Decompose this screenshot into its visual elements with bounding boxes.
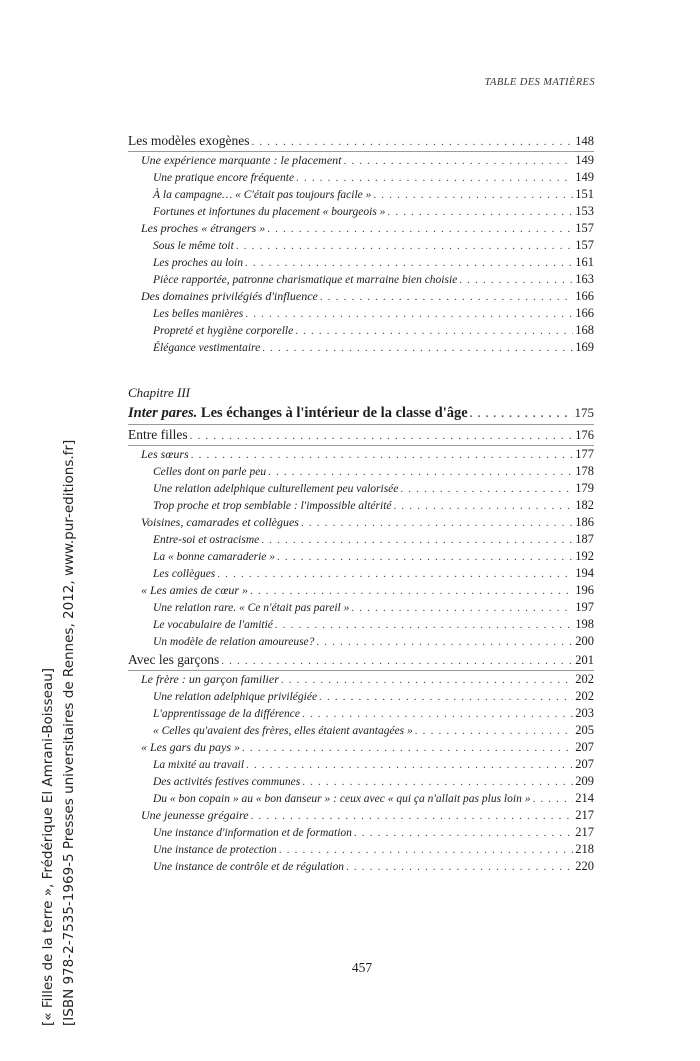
toc-entry-level-1[interactable] <box>128 131 594 152</box>
toc-entry-level-3[interactable] <box>128 254 594 271</box>
toc-entry-label: L'apprentissage de la différence <box>153 708 300 720</box>
toc-entry-page: 148 <box>575 134 594 148</box>
leader-dots <box>459 272 573 289</box>
leader-dots <box>346 859 573 876</box>
toc-entry-level-3[interactable] <box>128 841 594 858</box>
toc-entry-level-2[interactable] <box>128 220 594 237</box>
leader-dots <box>245 306 573 323</box>
toc-entry-label: Des activités festives communes <box>153 776 301 788</box>
leader-dots <box>400 481 573 498</box>
toc-entry-level-3[interactable] <box>128 633 594 650</box>
toc-entry-label: Une relation adelphique culturellement peu valorisée <box>153 483 399 495</box>
toc-entry-label: Une instance de contrôle et de régulation <box>153 861 344 873</box>
toc-entry-page: 203 <box>575 706 594 720</box>
leader-dots <box>387 204 573 221</box>
toc-entry-level-3[interactable] <box>128 531 594 548</box>
toc-entry-label: Celles dont on parle peu <box>153 466 267 478</box>
toc-entry-label: Entre filles <box>128 427 188 442</box>
page-number: 457 <box>351 960 373 975</box>
toc-entry-page: 149 <box>575 170 594 184</box>
toc-entry-page: 163 <box>575 272 594 286</box>
toc-entry-page: 157 <box>575 221 594 235</box>
toc-entry-level-2[interactable] <box>128 807 594 824</box>
toc-entry-page: 187 <box>575 532 594 546</box>
toc-entry-level-3[interactable] <box>128 599 594 616</box>
toc-entry-label: Élégance vestimentaire <box>153 342 261 354</box>
toc-entry-level-2[interactable] <box>128 446 594 463</box>
leader-dots <box>251 808 574 825</box>
chapter-page: 175 <box>574 405 594 420</box>
toc-entry-level-3[interactable] <box>128 824 594 841</box>
toc-entry-page: 161 <box>575 255 594 269</box>
toc-entry-page: 202 <box>575 689 594 703</box>
toc-entry-label: « Celles qu'avaient des frères, elles étaient avantagées » <box>153 725 413 737</box>
toc-entry-level-3[interactable] <box>128 688 594 705</box>
toc-entry-page: 201 <box>575 653 594 667</box>
toc-entry-level-3[interactable] <box>128 169 594 186</box>
toc-entry-level-2[interactable] <box>128 671 594 688</box>
leader-dots <box>415 723 573 740</box>
leader-dots <box>242 740 573 757</box>
leader-dots <box>251 132 573 152</box>
leader-dots <box>191 447 574 464</box>
toc-entry-label: Pièce rapportée, patronne charismatique et marraine bien choisie <box>153 274 458 286</box>
leader-dots <box>532 791 573 808</box>
toc-entry-page: 169 <box>575 340 594 354</box>
toc-entry-level-3[interactable] <box>128 339 594 356</box>
toc-entry-label: Sous le même toit <box>153 240 234 252</box>
toc-entry-page: 153 <box>575 204 594 218</box>
toc-entry-label: Voisines, camarades et collègues <box>141 515 299 529</box>
side-note-line-1: [« Filles de la terre », Frédérique El Amrani-Boisseau] <box>40 667 56 1026</box>
toc-entry-page: 149 <box>575 153 594 167</box>
toc-entry-label: Le vocabulaire de l'amitié <box>153 619 273 631</box>
toc-entry-label: À la campagne… « C'était pas toujours facile » <box>153 189 372 201</box>
leader-dots <box>267 221 573 238</box>
toc-entry-label: Fortunes et infortunes du placement « bourgeois » <box>153 206 386 218</box>
side-note-line-2: [ISBN 978-2-7535-1969-5 Presses universitaires de Rennes, 2012, www.pur-editions.fr] <box>61 439 77 1026</box>
toc-entry-level-2[interactable] <box>128 152 594 169</box>
toc-entry-label: Les belles manières <box>153 308 244 320</box>
toc-entry-level-3[interactable] <box>128 565 594 582</box>
toc-entry-label: Des domaines privilégiés d'influence <box>141 289 318 303</box>
toc-entry-label: Une relation rare. « Ce n'était pas pareil » <box>153 602 350 614</box>
leader-dots <box>301 515 573 532</box>
toc-entry-label: Les modèles exogènes <box>128 133 250 148</box>
leader-dots <box>236 238 573 255</box>
leader-dots <box>279 842 573 859</box>
toc-entry-page: 178 <box>575 464 594 478</box>
chapter-label: Chapitre III <box>128 385 190 400</box>
toc-entry-label: La mixité au travail <box>153 759 245 771</box>
toc-entry-label: Avec les garçons <box>128 652 220 667</box>
toc-entry-label: Une instance de protection <box>153 844 277 856</box>
toc-entry-level-2[interactable] <box>128 514 594 531</box>
toc-entry-page: 197 <box>575 600 594 614</box>
toc-entry-page: 177 <box>575 447 594 461</box>
toc-entry-level-3[interactable] <box>128 616 594 633</box>
toc-entry-label: Une expérience marquante : le placement <box>141 153 342 167</box>
toc-entry-level-2[interactable] <box>128 288 594 305</box>
toc-entry-page: 198 <box>575 617 594 631</box>
toc-entry-page: 214 <box>575 791 594 805</box>
leader-dots <box>277 549 573 566</box>
toc-entry-page: 218 <box>575 842 594 856</box>
table-of-contents <box>128 131 594 875</box>
toc-entry-label: « Les gars du pays » <box>141 740 241 754</box>
toc-section-1 <box>128 131 594 356</box>
toc-entry-page: 207 <box>575 740 594 754</box>
toc-entry-label: Trop proche et trop semblable : l'impossible altérité <box>153 500 392 512</box>
toc-entry-label: La « bonne camaraderie » <box>153 551 276 563</box>
toc-entry-label: Une instance d'information et de formation <box>153 827 352 839</box>
chapter-title[interactable] <box>128 402 594 425</box>
toc-entry-page: 186 <box>575 515 594 529</box>
leader-dots <box>268 464 573 481</box>
toc-entry-level-3[interactable] <box>128 773 594 790</box>
toc-entry-level-3[interactable] <box>128 305 594 322</box>
toc-entry-label: Les proches « étrangers » <box>141 221 266 235</box>
toc-entry-label: Un modèle de relation amoureuse? <box>153 636 315 648</box>
leader-dots <box>275 617 573 634</box>
toc-entry-level-2[interactable] <box>128 739 594 756</box>
toc-entry-level-3[interactable] <box>128 722 594 739</box>
toc-entry-page: 220 <box>575 859 594 873</box>
leader-dots <box>245 255 573 272</box>
toc-entry-page: 176 <box>575 428 594 442</box>
toc-entry-page: 192 <box>575 549 594 563</box>
chapter-title-italic: Inter pares. <box>128 405 198 421</box>
chapter-title-rest: Les échanges à l'intérieur de la classe d'âge <box>197 405 468 421</box>
toc-entry-level-1[interactable] <box>128 650 594 671</box>
toc-entry-page: 166 <box>575 289 594 303</box>
toc-entry-level-1[interactable] <box>128 425 594 446</box>
toc-entry-level-3[interactable] <box>128 858 594 875</box>
toc-entry-level-2[interactable] <box>128 582 594 599</box>
toc-entry-page: 205 <box>575 723 594 737</box>
leader-dots <box>221 651 573 671</box>
leader-dots <box>319 689 573 706</box>
toc-entry-page: 217 <box>575 808 594 822</box>
toc-entry-level-3[interactable] <box>128 237 594 254</box>
toc-entry-label: Propreté et hygiène corporelle <box>153 325 294 337</box>
leader-dots <box>343 153 573 170</box>
leader-dots <box>320 289 573 306</box>
copyright-side-note <box>38 386 80 1026</box>
toc-section-2 <box>128 425 594 875</box>
leader-dots <box>316 634 573 651</box>
leader-dots <box>470 403 573 425</box>
toc-entry-level-3[interactable] <box>128 497 594 514</box>
toc-entry-page: 200 <box>575 634 594 648</box>
toc-entry-page: 182 <box>575 498 594 512</box>
toc-entry-label: Les sœurs <box>141 447 189 461</box>
toc-entry-level-3[interactable] <box>128 322 594 339</box>
leader-dots <box>296 170 573 187</box>
leader-dots <box>190 426 574 446</box>
leader-dots <box>217 566 573 583</box>
leader-dots <box>295 323 573 340</box>
leader-dots <box>262 340 573 357</box>
toc-entry-level-3[interactable] <box>128 790 594 807</box>
toc-entry-label: Une jeunesse grégaire <box>141 808 249 822</box>
leader-dots <box>246 757 573 774</box>
toc-entry-page: 207 <box>575 757 594 771</box>
leader-dots <box>281 672 573 689</box>
toc-entry-page: 217 <box>575 825 594 839</box>
leader-dots <box>373 187 573 204</box>
toc-entry-level-3[interactable] <box>128 203 594 220</box>
toc-entry-page: 179 <box>575 481 594 495</box>
toc-entry-label: Les proches au loin <box>153 257 243 269</box>
toc-entry-level-3[interactable] <box>128 463 594 480</box>
toc-entry-page: 157 <box>575 238 594 252</box>
toc-entry-level-3[interactable] <box>128 548 594 565</box>
leader-dots <box>261 532 573 549</box>
toc-entry-level-3[interactable] <box>128 756 594 773</box>
toc-entry-page: 209 <box>575 774 594 788</box>
leader-dots <box>394 498 574 515</box>
toc-entry-label: Une pratique encore fréquente <box>153 172 295 184</box>
toc-entry-label: Le frère : un garçon familier <box>141 672 279 686</box>
leader-dots <box>354 825 573 842</box>
leader-dots <box>250 583 573 600</box>
leader-dots <box>302 774 573 791</box>
toc-entry-page: 196 <box>575 583 594 597</box>
toc-entry-label: « Les amies de cœur » <box>141 583 248 597</box>
toc-entry-label: Une relation adelphique privilégiée <box>153 691 318 703</box>
toc-entry-page: 151 <box>575 187 594 201</box>
leader-dots <box>351 600 573 617</box>
toc-entry-page: 202 <box>575 672 594 686</box>
leader-dots <box>302 706 573 723</box>
running-head: TABLE DES MATIÈRES <box>484 77 595 88</box>
toc-entry-page: 168 <box>575 323 594 337</box>
toc-entry-label: Les collègues <box>153 568 216 580</box>
toc-entry-label: Entre-soi et ostracisme <box>153 534 260 546</box>
toc-entry-level-3[interactable] <box>128 186 594 203</box>
toc-entry-page: 166 <box>575 306 594 320</box>
chapter-title-text <box>128 402 468 424</box>
toc-entry-label: Du « bon copain » au « bon danseur » : ceux avec « qui ça n'allait pas plus loin » <box>153 793 531 805</box>
toc-entry-level-3[interactable] <box>128 480 594 497</box>
toc-entry-level-3[interactable] <box>128 271 594 288</box>
toc-entry-level-3[interactable] <box>128 705 594 722</box>
toc-entry-page: 194 <box>575 566 594 580</box>
